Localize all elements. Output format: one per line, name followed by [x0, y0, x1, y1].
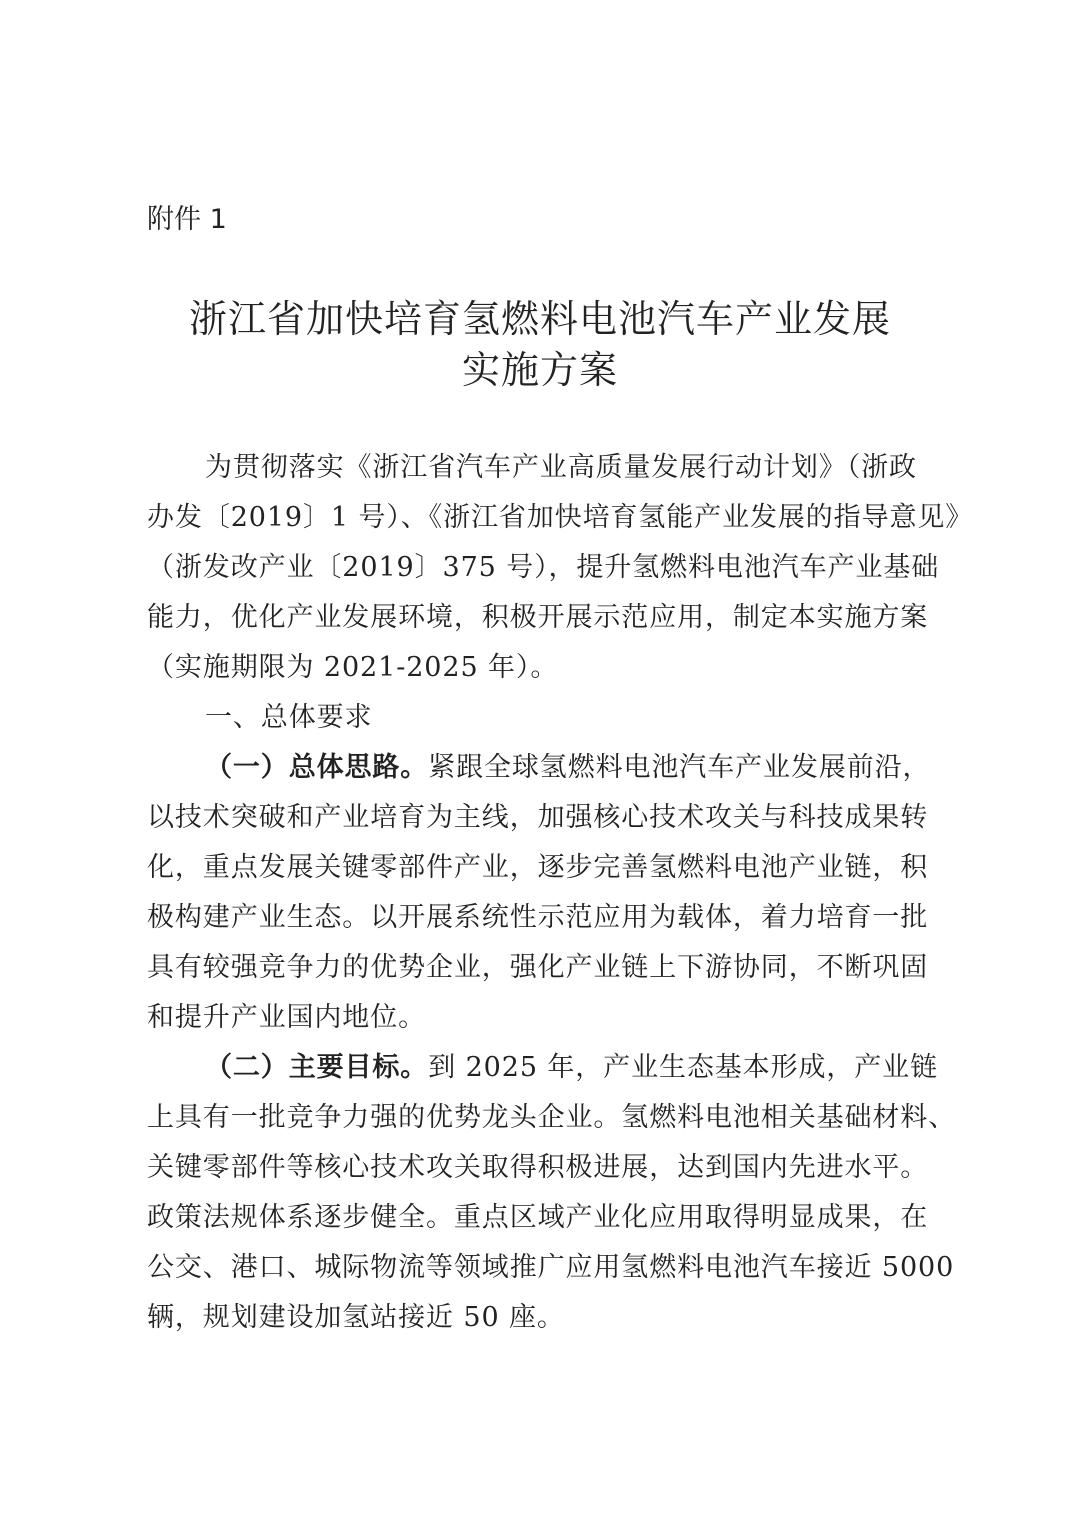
subsection-2-line-5: 公交、港口、城际物流等领域推广应用氢燃料电池汽车接近 5000 — [147, 1252, 955, 1283]
intro-line-1: 为贯彻落实《浙江省汽车产业高质量发展行动计划》（浙政 — [205, 452, 917, 483]
subsection-2-line-2: 上具有一批竞争力强的优势龙头企业。氢燃料电池相关基础材料、 — [147, 1102, 957, 1133]
intro-line-3: （浙发改产业〔2019〕375 号），提升氢燃料电池汽车产业基础 — [147, 552, 940, 583]
subsection-1-line-3: 化，重点发展关键零部件产业，逐步完善氢燃料电池产业链，积 — [147, 852, 929, 883]
attachment-label: 附件 1 — [147, 204, 227, 235]
subsection-2-line-6: 辆，规划建设加氢站接近 50 座。 — [147, 1302, 565, 1333]
subsection-2-line-3: 关键零部件等核心技术攻关取得积极进展，达到国内先进水平。 — [147, 1152, 929, 1183]
subsection-1-first-line — [147, 748, 947, 788]
subsection-1-text-start: 紧跟全球氢燃料电池汽车产业发展前沿， — [428, 752, 931, 783]
subsection-2-label: （二）主要目标。 — [205, 1052, 429, 1083]
subsection-1-line-2: 以技术突破和产业培育为主线，加强核心技术攻关与科技成果转 — [147, 802, 929, 833]
subsection-1-label: （一）总体思路。 — [205, 752, 429, 783]
document-title-line-2: 实施方案 — [461, 348, 618, 392]
section-heading-general-requirements: 一、总体要求 — [205, 702, 373, 733]
subsection-2-line-4: 政策法规体系逐步健全。重点区域产业化应用取得明显成果，在 — [147, 1202, 929, 1233]
intro-line-4: 能力，优化产业发展环境，积极开展示范应用，制定本实施方案 — [147, 602, 929, 633]
subsection-1-line-4: 极构建产业生态。以开展系统性示范应用为载体，着力培育一批 — [147, 902, 929, 933]
subsection-1-line-5: 具有较强竞争力的优势企业，强化产业链上下游协同，不断巩固 — [147, 952, 929, 983]
subsection-2-first-line — [147, 1048, 947, 1088]
document-title-line-1: 浙江省加快培育氢燃料电池汽车产业发展 — [188, 297, 891, 341]
subsection-1-line-6: 和提升产业国内地位。 — [147, 1002, 426, 1033]
intro-line-2: 办发〔2019〕1 号）、《浙江省加快培育氢能产业发展的指导意见》 — [147, 502, 974, 533]
subsection-2-text-start: 到 2025 年，产业生态基本形成，产业链 — [428, 1052, 938, 1083]
intro-line-5: （实施期限为 2021-2025 年）。 — [147, 652, 559, 683]
